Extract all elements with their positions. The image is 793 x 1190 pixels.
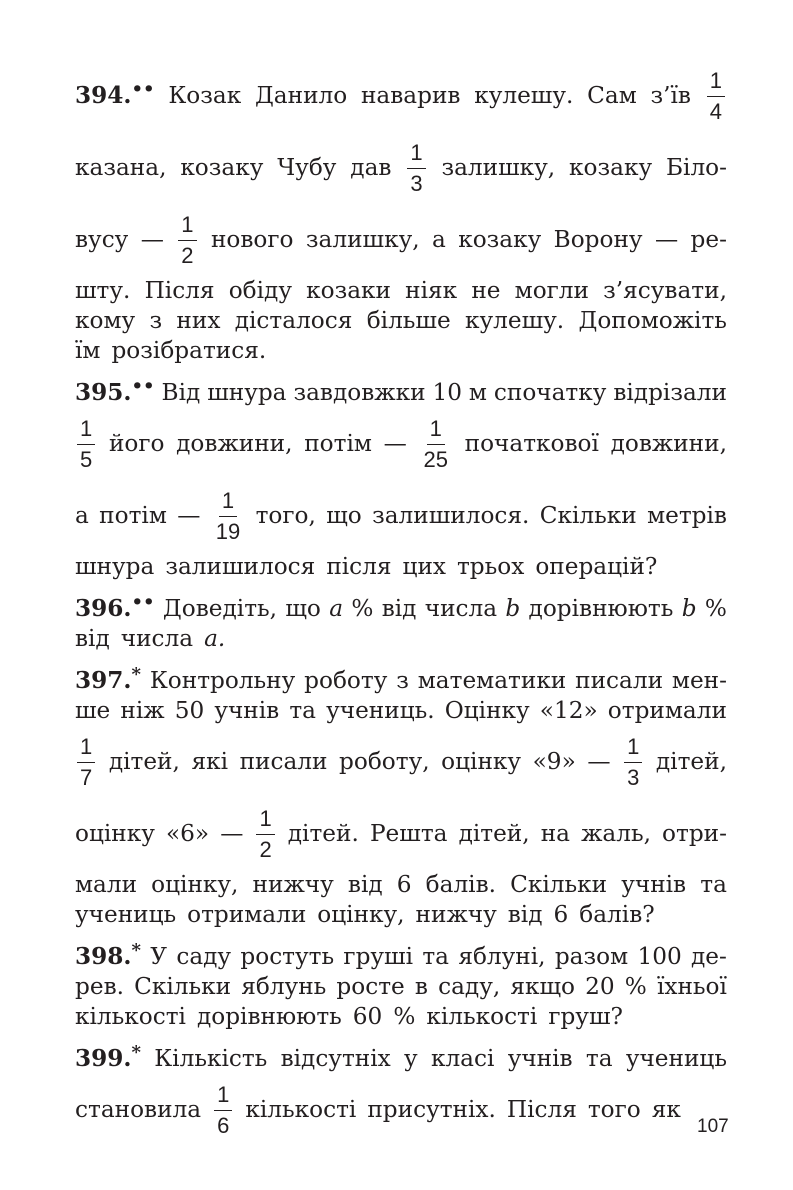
word: від [507, 901, 543, 929]
text-line [75, 726, 727, 798]
difficulty-mark: •• [131, 592, 155, 614]
text-line [75, 132, 727, 204]
word: — [654, 226, 679, 254]
word: нижчу [415, 901, 497, 929]
word: оцінку, [151, 871, 239, 899]
word: Кількість [154, 1045, 268, 1073]
word: дісталося [234, 307, 353, 335]
word: Чубу [277, 154, 337, 182]
word: відсутніх [280, 1045, 391, 1073]
word: козаку [458, 226, 542, 254]
problem-number [75, 664, 141, 695]
word: де- [691, 943, 727, 971]
word: груші [343, 943, 414, 971]
word: з’їв [650, 82, 691, 110]
word: шнура [75, 553, 155, 581]
text-line [75, 480, 727, 552]
word: 6 [553, 901, 569, 929]
word: того [587, 1096, 641, 1124]
word: дітей. [287, 820, 359, 848]
word: що [326, 502, 362, 530]
word: більше [366, 307, 451, 335]
page-number: 107 [697, 1116, 729, 1137]
word: писали [239, 748, 328, 776]
word: розібратися. [111, 337, 267, 365]
word: а [431, 226, 446, 254]
fraction-denominator: 6 [217, 1112, 230, 1138]
word: — [383, 430, 407, 458]
word: учнів [621, 871, 687, 899]
fraction-numerator: 1 [219, 489, 237, 516]
word: його [108, 430, 165, 458]
fraction-denominator: 25 [423, 446, 448, 472]
word: козаки [306, 277, 391, 305]
fraction-numerator: 1 [77, 417, 95, 444]
fraction-denominator: 2 [181, 242, 194, 268]
word: залишку, [441, 154, 556, 182]
word: — [587, 748, 611, 776]
fraction [178, 213, 196, 266]
word: їм [75, 337, 101, 365]
word: % [704, 595, 727, 623]
problem-number [75, 592, 155, 623]
word: математики [417, 667, 567, 695]
word: Данило [254, 82, 348, 110]
fraction [214, 1083, 232, 1136]
text-line [75, 1074, 727, 1146]
word: у [404, 1045, 418, 1073]
word: отри- [662, 820, 727, 848]
word: — [177, 502, 201, 530]
text-line [75, 798, 727, 870]
word: кулешу. [465, 307, 565, 335]
fraction-denominator: 7 [80, 764, 93, 790]
word: потім [304, 430, 372, 458]
word: нижчу [252, 871, 334, 899]
word: учениць. [326, 697, 435, 725]
word: потім [99, 502, 167, 530]
problem-396 [75, 594, 727, 654]
word: «12» [539, 697, 598, 725]
word: присутніх. [367, 1096, 496, 1124]
word: та [289, 697, 316, 725]
word: % [624, 973, 647, 1001]
word: учнів [507, 1045, 573, 1073]
word: Контрольну [149, 667, 296, 695]
word: яблуні, [458, 943, 546, 971]
text-line [75, 666, 727, 696]
fraction-numerator: 1 [624, 735, 642, 762]
text-line [75, 696, 727, 726]
page-body [75, 60, 727, 1158]
word: завдовжки [293, 379, 426, 407]
word: того, [255, 502, 316, 530]
word: роботу, [339, 748, 430, 776]
word: дітей, [655, 748, 727, 776]
fraction-numerator: 1 [214, 1083, 232, 1110]
word: балів? [579, 901, 655, 929]
fraction [624, 735, 642, 788]
word: жаль, [581, 820, 651, 848]
fraction [407, 141, 425, 194]
fraction [213, 489, 243, 542]
word: — [140, 226, 164, 254]
word: довжини, [176, 430, 293, 458]
word: кількості [426, 1003, 538, 1031]
text-line [75, 1044, 727, 1074]
word: ніж [120, 697, 165, 725]
fraction-denominator: 2 [259, 836, 272, 862]
word: та [422, 943, 449, 971]
text-line [75, 594, 727, 624]
fraction-denominator: 3 [627, 764, 640, 790]
word: на [540, 820, 570, 848]
fraction-numerator: 1 [407, 141, 425, 168]
word: кому [75, 307, 136, 335]
text-line [75, 336, 727, 366]
word: трьох [456, 553, 525, 581]
text-line [75, 870, 727, 900]
word: Біло- [665, 154, 727, 182]
word: кулешу. [474, 82, 574, 110]
text-line [75, 378, 727, 408]
fraction [77, 417, 95, 470]
fraction [707, 69, 725, 122]
word: 10 [432, 379, 462, 407]
difficulty-mark: * [131, 1042, 141, 1064]
word: — [220, 820, 244, 848]
word: не [471, 277, 501, 305]
word: дорівнюють [196, 1003, 342, 1031]
word: отримали [187, 901, 307, 929]
word: яблунь [241, 973, 327, 1001]
word: вусу [75, 226, 129, 254]
word: які [191, 748, 228, 776]
word: а [75, 502, 89, 530]
word: росте [336, 973, 405, 1001]
text-line [75, 306, 727, 336]
text-line [75, 60, 727, 132]
word: Ворону [553, 226, 643, 254]
word: оцінку [75, 820, 155, 848]
fraction-numerator: 1 [707, 69, 725, 96]
word: що [285, 595, 321, 623]
word: класі [430, 1045, 495, 1073]
word: роботу [304, 667, 388, 695]
text-line [75, 276, 727, 306]
word: кількості [75, 1003, 186, 1031]
word: цих [402, 553, 446, 581]
problem-398 [75, 942, 727, 1032]
word: отримали [607, 697, 727, 725]
math-variable: a [329, 595, 344, 623]
problem-397 [75, 666, 727, 930]
fraction-numerator: 1 [427, 417, 445, 444]
word: Козак [168, 82, 242, 110]
word: «6» [165, 820, 210, 848]
word: дітей, [108, 748, 180, 776]
word: саду, [438, 973, 501, 1001]
problem-number-text: 398. [75, 943, 132, 971]
fraction-denominator: 3 [410, 170, 423, 196]
fraction-denominator: 4 [709, 98, 722, 124]
fraction [420, 417, 450, 470]
math-variable: b [505, 595, 521, 623]
problem-number-text: 395. [75, 379, 132, 407]
text-line [75, 900, 727, 930]
word: них [176, 307, 221, 335]
word: учнів [214, 697, 280, 725]
word: ше [75, 697, 111, 725]
word: 50 [174, 697, 205, 725]
word: саду [176, 943, 232, 971]
problem-number-text: 394. [75, 82, 132, 110]
word: Сам [587, 82, 637, 110]
word: могли [514, 277, 589, 305]
word: % [351, 595, 374, 623]
word: числа [120, 625, 194, 653]
word: нового [210, 226, 294, 254]
word: операцій? [535, 553, 658, 581]
word: рев. [75, 973, 124, 1001]
word: разом [554, 943, 629, 971]
difficulty-mark: * [131, 664, 141, 686]
word: 100 [637, 943, 682, 971]
word: кількості [245, 1096, 357, 1124]
word: залишилося [165, 553, 316, 581]
word: числа [424, 595, 498, 623]
word: шнура [207, 379, 287, 407]
word: груш? [548, 1003, 623, 1031]
word: Допоможіть [578, 307, 727, 335]
word: % [393, 1003, 416, 1031]
problem-number-text: 397. [75, 667, 132, 695]
word: Оцінку [444, 697, 530, 725]
word: ре- [690, 226, 727, 254]
word: мен- [671, 667, 727, 695]
problem-number-text: 396. [75, 595, 132, 623]
word: з [149, 307, 163, 335]
word: казана, [75, 154, 167, 182]
word: та [585, 1045, 613, 1073]
difficulty-mark: •• [131, 376, 155, 398]
word: від [347, 871, 383, 899]
word: балів. [425, 871, 497, 899]
word: від [381, 595, 417, 623]
problem-number [75, 376, 155, 407]
fraction [77, 735, 95, 788]
text-line [75, 972, 727, 1002]
fraction-numerator: 1 [178, 213, 196, 240]
word: дорівнюють [528, 595, 674, 623]
word: як [651, 1096, 681, 1124]
text-line [75, 552, 727, 582]
word: Після [506, 1096, 577, 1124]
word: дітей, [458, 820, 530, 848]
difficulty-mark: •• [131, 79, 155, 101]
word: становила [75, 1096, 202, 1124]
word: ростуть [240, 943, 335, 971]
problem-number [75, 1042, 141, 1073]
word: Від [161, 379, 201, 407]
word: залишилося. [372, 502, 530, 530]
word: залишку, [305, 226, 420, 254]
math-variable: b [681, 595, 697, 623]
word: Скільки [539, 502, 637, 530]
word: оцінку, [317, 901, 405, 929]
word: початкової [464, 430, 599, 458]
math-variable: a. [204, 625, 226, 653]
text-line [75, 204, 727, 276]
word: шту. [75, 277, 131, 305]
fraction-numerator: 1 [77, 735, 95, 762]
word: учениць [75, 901, 177, 929]
word: з [396, 667, 409, 695]
word: якщо [510, 973, 575, 1001]
word: ніяк [405, 277, 458, 305]
text-line [75, 1002, 727, 1032]
word: козаку [569, 154, 653, 182]
word: Скільки [134, 973, 232, 1001]
fraction-denominator: 5 [80, 446, 93, 472]
word: Доведіть, [162, 595, 278, 623]
word: козаку [180, 154, 264, 182]
word: наварив [360, 82, 461, 110]
word: оцінку [441, 748, 522, 776]
word: в [414, 973, 428, 1001]
word: від [75, 625, 110, 653]
text-line [75, 408, 727, 480]
problem-395 [75, 378, 727, 582]
word: дав [350, 154, 392, 182]
word: 20 [585, 973, 615, 1001]
word: мали [75, 871, 138, 899]
word: відрізали [613, 379, 727, 407]
word: м [468, 379, 487, 407]
word: метрів [647, 502, 727, 530]
fraction [256, 807, 274, 860]
word: 60 [352, 1003, 383, 1031]
problem-number [75, 79, 155, 110]
fraction-numerator: 1 [256, 807, 274, 834]
word: учениць [625, 1045, 727, 1073]
text-line [75, 624, 727, 654]
fraction-denominator: 19 [215, 518, 241, 544]
word: обіду [228, 277, 292, 305]
text-line [75, 942, 727, 972]
word: Після [144, 277, 215, 305]
problem-394 [75, 60, 727, 366]
word: 6 [396, 871, 412, 899]
word: довжини, [610, 430, 727, 458]
word: У [150, 943, 168, 971]
difficulty-mark: * [131, 940, 141, 962]
word: їхньої [656, 973, 727, 1001]
problem-399 [75, 1044, 727, 1146]
word: після [326, 553, 392, 581]
word: Скільки [510, 871, 608, 899]
word: писали [575, 667, 664, 695]
problem-number [75, 940, 141, 971]
problem-number-text: 399. [75, 1045, 132, 1073]
word: Решта [369, 820, 448, 848]
word: з’ясувати, [603, 277, 727, 305]
word: спочатку [493, 379, 607, 407]
word: та [700, 871, 727, 899]
word: «9» [532, 748, 576, 776]
